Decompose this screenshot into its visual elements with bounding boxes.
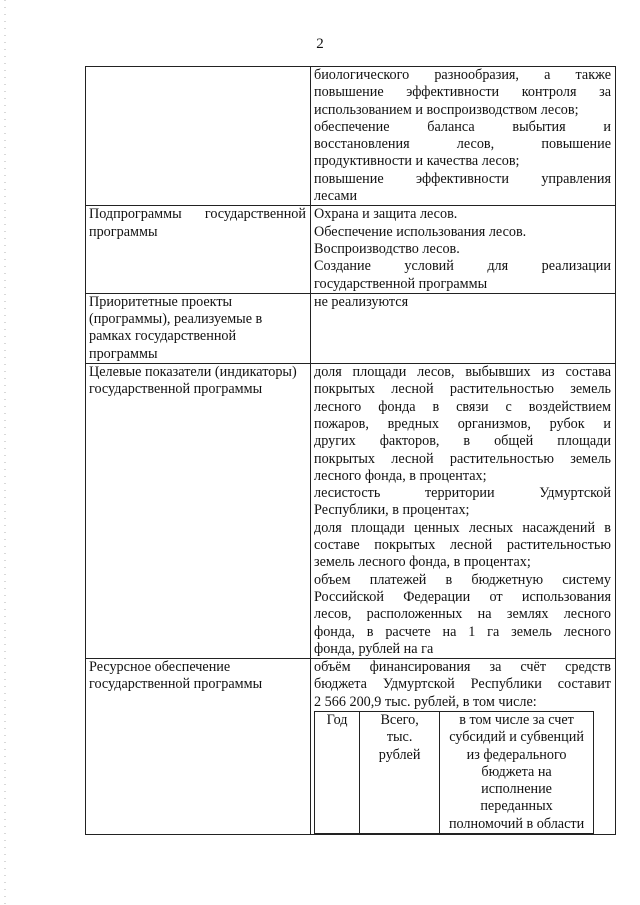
row-label-line: Подпрограммы государственной xyxy=(89,206,306,223)
total-header-line: Всего, xyxy=(380,711,419,728)
row-content-line: доля площади ценных лесных насаждений в xyxy=(314,519,611,536)
row-label-line: рамках государственной xyxy=(89,328,237,345)
row-content-line: других факторов, в общей площади xyxy=(314,433,611,450)
row-content-line: фонда, рублей на га xyxy=(314,640,434,657)
total-header-line: тыс. xyxy=(386,729,413,746)
row-content-line: лесов, расположенных на землях лесного xyxy=(314,606,611,623)
row-content-cell xyxy=(311,67,616,206)
row-content-line: биологического разнообразия, а также xyxy=(314,67,611,83)
row-content-line: обеспечение баланса выбытия и xyxy=(314,118,611,135)
federal-share-header-line: бюджета на xyxy=(481,763,552,780)
row-label-line: государственной программы xyxy=(89,381,263,398)
total-header xyxy=(360,711,440,833)
row-label-cell xyxy=(86,659,311,835)
row-content-cell xyxy=(311,659,616,835)
row-content-cell xyxy=(311,364,616,659)
table-row xyxy=(86,659,616,835)
row-content-line: доля площади лесов, выбывших из состава xyxy=(314,364,611,381)
row-content-line: не реализуются xyxy=(314,293,409,310)
row-label-cell xyxy=(86,206,311,293)
row-label-line: программы xyxy=(89,223,158,240)
row-content-line: продуктивности и качества лесов; xyxy=(314,153,520,170)
row-content-line: Республики, в процентах; xyxy=(314,502,470,519)
row-content-line: пожаров, вредных организмов, рубок и xyxy=(314,415,611,432)
row-content-line: повышение эффективности контроля за xyxy=(314,84,611,101)
row-label-cell xyxy=(86,67,311,206)
row-content-line: покрытых лесной растительностью земель xyxy=(314,381,611,398)
federal-share-header-line: субсидий и субвенций xyxy=(449,729,584,746)
row-label-line: (программы), реализуемые в xyxy=(89,311,263,328)
row-content-line: Создание условий для реализации xyxy=(314,258,611,275)
page-number: 2 xyxy=(316,36,324,52)
funding-table xyxy=(314,711,594,834)
federal-share-header-line: из федерального xyxy=(466,746,567,763)
row-content-line: использованием и воспроизводством лесов; xyxy=(314,101,579,118)
row-content-line: объём финансирования за счёт средств xyxy=(314,659,611,676)
row-content-line: Обеспечение использования лесов. xyxy=(314,223,527,240)
federal-share-header-line: полномочий в области xyxy=(448,815,585,832)
row-content-line: лесного фонда, в процентах; xyxy=(314,467,487,484)
row-content-cell xyxy=(311,293,616,363)
total-header-line: рублей xyxy=(378,746,421,763)
table-row xyxy=(86,364,616,659)
row-content-line: повышение эффективности управления xyxy=(314,170,611,187)
row-label-line: Приоритетные проекты xyxy=(89,293,233,310)
row-content-line: фонда, в расчете на 1 га земель лесного xyxy=(314,623,611,640)
table-row xyxy=(86,206,616,293)
table-row xyxy=(86,293,616,363)
scan-edge-artifact xyxy=(4,0,6,905)
federal-share-header-line: в том числе за счет xyxy=(459,711,574,728)
row-content-line: покрытых лесной растительностью земель xyxy=(314,450,611,467)
federal-share-header-line: исполнение xyxy=(481,781,552,798)
row-content-line: лесистость территории Удмуртской xyxy=(314,485,611,502)
row-label-cell xyxy=(86,364,311,659)
row-label-cell xyxy=(86,293,311,363)
row-label-line: государственной программы xyxy=(89,676,263,693)
row-content-line: 2 566 200,9 тыс. рублей, в том числе: xyxy=(314,693,537,710)
passport-table xyxy=(85,66,616,835)
row-content-line: составе покрытых лесной растительностью xyxy=(314,537,611,554)
row-content-line: Российской Федерации от использования xyxy=(314,588,611,605)
row-content-line: Охрана и защита лесов. xyxy=(314,206,458,223)
row-content-line: лесами xyxy=(314,188,358,205)
row-content-line: лесного фонда в связи с воздействием xyxy=(314,398,611,415)
row-label-line: программы xyxy=(89,345,158,362)
row-content-line: государственной программы xyxy=(314,275,488,292)
row-content-line: объем платежей в бюджетную систему xyxy=(314,571,611,588)
row-content-line: Воспроизводство лесов. xyxy=(314,240,460,257)
row-content-line: бюджета Удмуртской Республики составит xyxy=(314,676,611,693)
table-row xyxy=(86,67,616,206)
row-content-line: восстановления лесов, повышение xyxy=(314,136,611,153)
row-content-line: земель лесного фонда, в процентах; xyxy=(314,554,531,571)
federal-share-header-line: переданных xyxy=(480,798,553,815)
row-content-cell xyxy=(311,206,616,293)
funding-header-row xyxy=(315,711,594,833)
row-label-line: Целевые показатели (индикаторы) xyxy=(89,364,297,381)
year-header: Год xyxy=(315,711,360,833)
federal-share-header xyxy=(440,711,594,833)
row-label-line: Ресурсное обеспечение xyxy=(89,659,231,676)
